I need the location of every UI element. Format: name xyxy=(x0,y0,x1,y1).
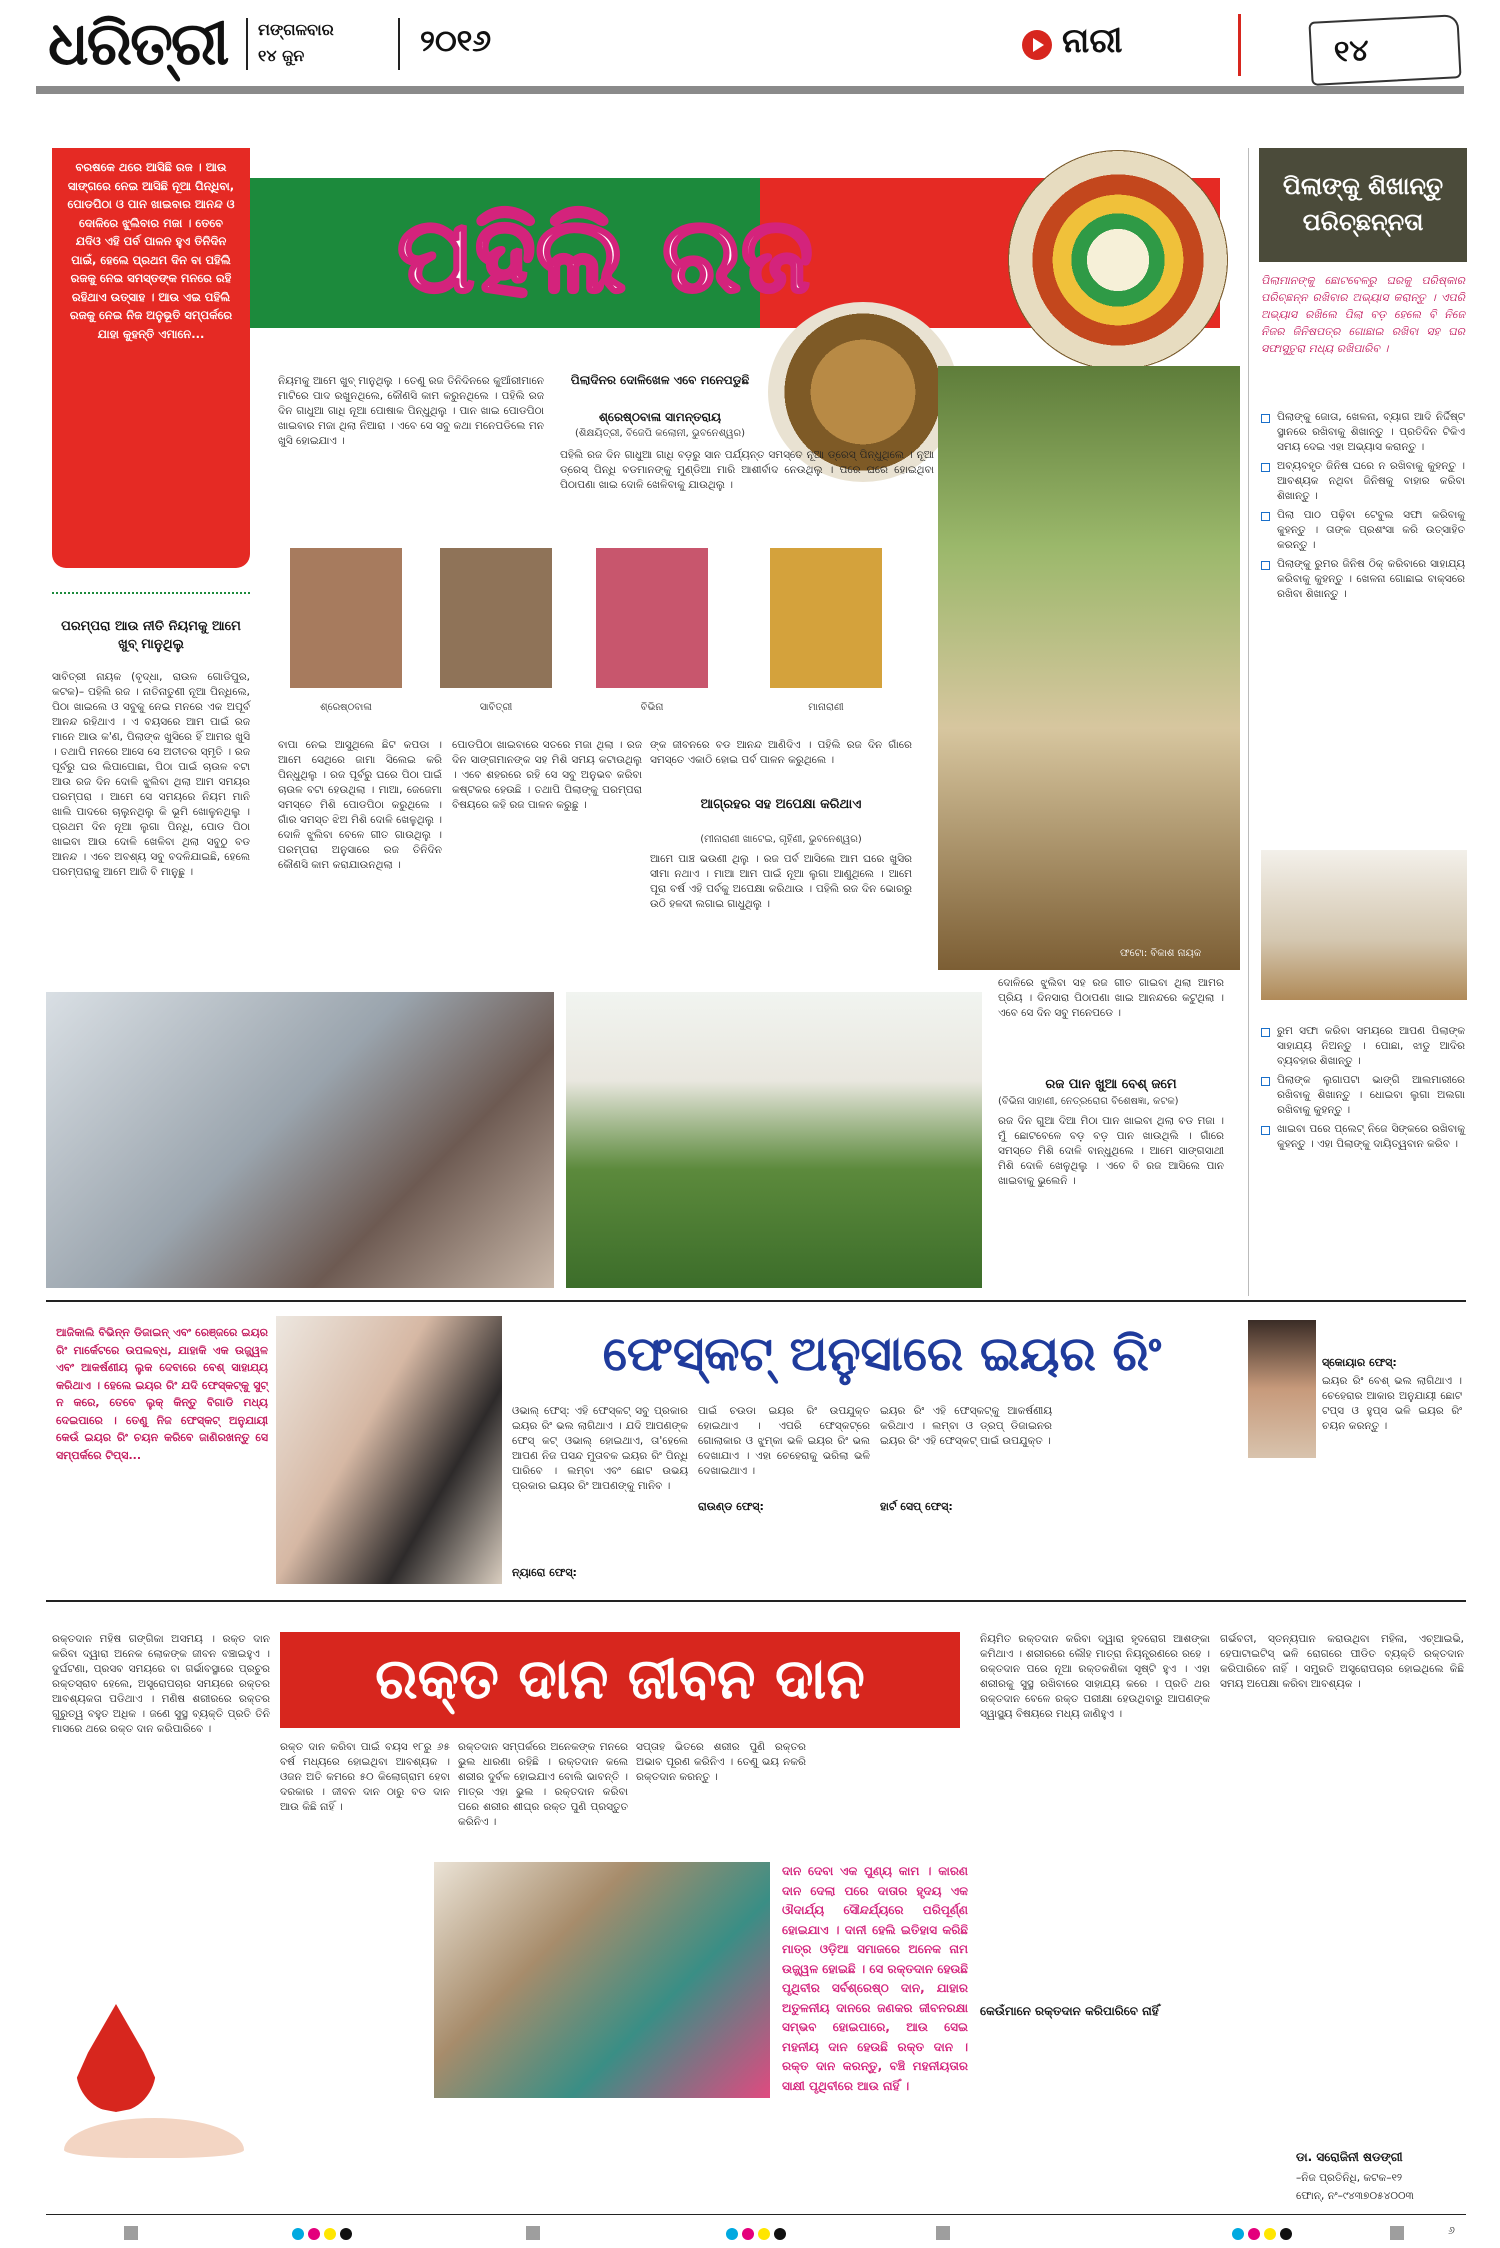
sidebar-clean-title: ପିଲାଙ୍କୁ ଶିଖାନ୍ତୁ ପରିଚ୍ଛନ୍ନତା xyxy=(1259,148,1467,262)
raja-intro-box xyxy=(52,148,250,568)
raja-col-e-text: ଦୋଳିରେ ଝୁଲିବା ସହ ରଜ ଗୀତ ଗାଇବା ଥିଲା ଆମର ପ୍ରିୟ । ଦିନସାରା ପିଠାପଣା ଖାଇ ଆନନ୍ଦରେ କଟୁଥିଲା । ଏବେ ସେ ଦିନ ସବୁ ମନେପଡେ । xyxy=(998,977,1228,1019)
gray-swatch xyxy=(124,2226,138,2240)
section-rule-2 xyxy=(46,1600,1466,1602)
food-platter-photo xyxy=(1008,150,1228,370)
earring-title: ଫେସ୍‌କଟ୍ ଅନୁସାରେ ଇୟର ରିଂ xyxy=(602,1326,1162,1382)
raja-byline-name: ଶ୍ରେଷ୍ଠବାଳା ସାମନ୍ତରାୟ xyxy=(599,410,721,424)
raja-col-f-text: ରଜ ଦିନ ଗୁଆ ଦିଆ ମିଠା ପାନ ଖାଇବା ଥିଲା ବଡ ମଜା । ମୁଁ ଛୋଟବେଳେ ବଡ଼ ବଡ଼ ପାନ ଖାଉଥିଲି । ଗାଁରେ ସମସ୍ତେ ମିଶି ଦୋଳି ବାନ୍ଧୁଥିଲେ । ଆମେ ସାଙ୍ଗସାଥୀ ମିଶି ଦୋଳି ଖେଳୁଥିଲୁ । ଏବେ ବି ରଜ ଆସିଲେ ପାନ ଖାଇବାକୁ ଭୁଲେନି । xyxy=(998,1115,1228,1187)
raja-col3-text: ପହିଲି ରଜ ଦିନ ଗାଧୁଆ ଗାଧି ବଡ଼ରୁ ସାନ ପର୍ଯ୍ୟନ୍ତ ସମସ୍ତେ ନୂଆ ଡ୍ରେସ୍ ପିନ୍ଧୁଥିଲେ । ନୂଆ ଡ୍ରେସ୍ ପିନ୍ଧି ବଡମାନଙ୍କୁ ମୁଣ୍ଡିଆ ମାରି ଆଶୀର୍ବାଦ ନେଉଥିଲୁ । ପରେ ଘରେ ହୋଇଥିବା ପିଠାପଣା ଖାଇ ଦୋଳି ଖେଳିବାକୁ ଯାଉଥିଲୁ । xyxy=(560,449,938,491)
sidebar-clean xyxy=(1248,148,1466,1296)
masthead-underline xyxy=(36,86,1464,94)
garden-women-photo xyxy=(566,992,982,1288)
clean-tip: ପିଲା ପାଠ ପଢ଼ିବା ଟେବୁଲ ସଫା କରିବାକୁ କୁହନ୍ତୁ । ତାଙ୍କ ପ୍ରଶଂସା କରି ଉତ୍ସାହିତ କରନ୍ତୁ । xyxy=(1259,508,1465,553)
raja-intro: ବରଷକେ ଥରେ ଆସିଛି ରଜ । ଆଉ ସାଙ୍ଗରେ ନେଇ ଆସିଛି ନୂଆ ପିନ୍ଧିବା, ପୋଡପିଠା ଓ ପାନ ଖାଇବାର ଆନନ୍ଦ ଓ ଦୋଳିରେ ଝୁଲିବାର ମଜା । ତେବେ ଯଦିଓ ଏହି ପର୍ବ ପାଳନ ହୁଏ ତିନିଦିନ ପାଇଁ, ହେଲେ ପ୍ରଥମ ଦିନ ବା ପହିଲି ରଜକୁ ନେଇ ସମସ୍ତଙ୍କ ମନରେ ରହି ରହିଥାଏ ଉତ୍ସାହ । ଆଉ ଏଇ ପହିଲି ରଜକୁ ନେଇ ନିଜ ଅନୁଭୂତି ସମ୍ପର୍କରେ ଯାହା କୁହନ୍ତି ଏମାନେ... xyxy=(67,160,235,341)
issue-day: ମଙ୍ଗଳବାର xyxy=(258,20,334,39)
color-swatch-cyan xyxy=(1232,2228,1244,2240)
raja-col2-text: ନିୟମକୁ ଆମେ ଖୁବ୍ ମାନୁଥିଲୁ । ତେଣୁ ରଜ ତିନିଦିନରେ କୁଆଁରୀମାନେ ମାଟିରେ ପାଦ ରଖୁନଥିଲେ, କୌଣସି କାମ କରୁନଥିଲେ । ପହିଲି ରଜ ଦିନ ଗାଧୁଆ ଗାଧି ନୂଆ ପୋଷାକ ପିନ୍ଧୁଥିଲୁ । ପାନ ଖାଇ ପୋଡପିଠା ଖାଇବାର ମଜା ଥିଲା ନିଆରା । ଏବେ ସେ ସବୁ କଥା ମନେପଡିଲେ ମନ ଖୁସି ହୋଇଯାଏ । xyxy=(278,375,548,447)
color-swatch-yellow xyxy=(324,2228,336,2240)
registration-marks xyxy=(0,2222,1500,2248)
raja-subheading-1: ପରମ୍ପରା ଆଉ ନୀତି ନିୟମକୁ ଆମେ ଖୁବ୍ ମାନୁଥିଲୁ xyxy=(61,619,241,652)
sidebar-clean-list-2 xyxy=(1259,1024,1465,1156)
gray-swatch xyxy=(936,2226,950,2240)
clean-tip: ଖାଇବା ପରେ ପ୍ଲେଟ୍ ନିଜେ ସିଙ୍କରେ ରଖିବାକୁ କୁହନ୍ତୁ । ଏହା ପିଲାଙ୍କୁ ଦାୟିତ୍ୱବାନ କରିବ । xyxy=(1259,1122,1465,1152)
masthead-divider-2 xyxy=(398,18,400,70)
gray-swatch xyxy=(526,2226,540,2240)
earring-col1-heading2: ନ୍ୟାରୋ ଫେସ୍: xyxy=(512,1566,577,1579)
gray-swatch xyxy=(1390,2226,1404,2240)
masthead xyxy=(0,0,1500,100)
portrait-caption-2: ସାବିତ୍ରୀ xyxy=(479,702,513,713)
clean-tip: ଅବ୍ୟବହୃତ ଜିନିଷ ଘରେ ନ ରଖିବାକୁ କୁହନ୍ତୁ । ଆବଶ୍ୟକ ନଥିବା ଜିନିଷକୁ ବାହାର କରିବା ଶିଖାନ୍ତୁ । xyxy=(1259,459,1465,504)
child-cleaning-photo xyxy=(1261,850,1467,1000)
blood-col6-text: ଗର୍ଭବତୀ, ସ୍ତନ୍ୟପାନ କରାଉଥିବା ମହିଳା, ଏଚ୍‌ଆଇଭି, ହେପାଟାଇଟିସ୍ ଭଳି ରୋଗରେ ପୀଡିତ ବ୍ୟକ୍ତି ରକ୍ତଦାନ କରିପାରିବେ ନାହିଁ । ସମ୍ପ୍ରତି ଅସ୍ତ୍ରୋପଚାର ହୋଇଥିଲେ କିଛି ସମୟ ଅପେକ୍ଷା କରିବା ଆବଶ୍ୟକ । xyxy=(1220,1633,1468,1690)
earring-col4-text: ଇୟର ରିଂ ବେଶ୍ ଭଲ ଲାଗିଥାଏ । ଚେହେରାର ଆକାର ଅନୁଯାୟୀ ଛୋଟ ଟପ୍ସ ଓ ହୁପ୍ସ ଭଳି ଇୟର ରିଂ ଚୟନ କରନ୍ତୁ । xyxy=(1322,1375,1466,1432)
earring-model-photo xyxy=(276,1316,502,1584)
color-swatch-black xyxy=(340,2228,352,2240)
raja-byline-place: (ଶିକ୍ଷୟିତ୍ରୀ, ବିଜେପି କଲୋନୀ, ଭୁବନେଶ୍ୱର) xyxy=(574,428,746,439)
blood-col4-text: ସପ୍ତାହ ଭିତରେ ଶରୀର ପୁଣି ରକ୍ତର ଅଭାବ ପୂରଣ କରିନିଏ । ତେଣୁ ଭୟ ନକରି ରକ୍ତଦାନ କରନ୍ତୁ । xyxy=(636,1741,810,1783)
clean-tip: ପିଲାଙ୍କୁ ରୁମର ଜିନିଷ ଠିକ୍ କରିବାରେ ସାହାଯ୍ୟ କରିବାକୁ କୁହନ୍ତୁ । ଖେଳନା ଗୋଛାଇ ବାକ୍ସରେ ରଖିବା ଶିଖାନ୍ତୁ । xyxy=(1259,557,1465,602)
clean-tip: ରୁମ ସଫା କରିବା ସମୟରେ ଆପଣ ପିଲାଙ୍କ ସାହାଯ୍ୟ ନିଅନ୍ତୁ । ପୋଛା, ଝାଡୁ ଆଦିର ବ୍ୟବହାର ଶିଖାନ୍ତୁ । xyxy=(1259,1024,1465,1069)
raja-title: ପହିଲି ରଜ xyxy=(397,194,813,316)
blood-col3-text: ରକ୍ତଦାନ ସମ୍ପର୍କରେ ଅନେକଙ୍କ ମନରେ ଭୁଲ ଧାରଣା ରହିଛି । ରକ୍ତଦାନ କଲେ ଶରୀର ଦୁର୍ବଳ ହୋଇଯାଏ ବୋଲି ଭାବନ୍ତି । ମାତ୍ର ଏହା ଭୁଲ । ରକ୍ତଦାନ କରିବା ପରେ ଶରୀର ଶୀଘ୍ର ରକ୍ତ ପୁଣି ପ୍ରସ୍ତୁତ କରିନିଏ । xyxy=(458,1741,632,1828)
sidebar-clean-list xyxy=(1259,410,1465,606)
portrait-caption-3: ବିଭିନା xyxy=(640,702,664,713)
photo-credit: ଫଟୋ: ବିକାଶ ନାୟକ xyxy=(1120,948,1202,959)
sidebar-clean-intro: ପିଲାମାନଙ୍କୁ ଛୋଟବେଳରୁ ଘରକୁ ପରିଷ୍କାର ପରିଚ୍ଛନ୍ନ ରଖିବାର ଅଭ୍ୟାସ କରାନ୍ତୁ । ଏପରି ଅଭ୍ୟାସ ରଖିଲେ ପିଲା ବଡ଼ ହେଲେ ବି ନିଜେ ନିଜର ଜିନିଷପତ୍ର ଗୋଛାଇ ରଖିବା ସହ ଘର ସଫାସୁତୁରା ମଧ୍ୟ ରଖିପାରିବ । xyxy=(1261,274,1465,355)
blood-col5-heading: କେଉଁମାନେ ରକ୍ତଦାନ କରିପାରିବେ ନାହିଁ xyxy=(980,2004,1159,2018)
color-swatch-yellow xyxy=(758,2228,770,2240)
footer-page-label: ୬ xyxy=(1448,2224,1455,2237)
page-number: ୧୪ xyxy=(1333,32,1370,70)
earring-col2-text: ପାଇଁ ଚଉଡା ଇୟର ରିଂ ଉପଯୁକ୍ତ ହୋଇଥାଏ । ଏପରି ଫେସ୍‌କଟ୍‌ରେ ଗୋଲାକାର ଓ ଝୁମ୍‌କା ଭଳି ଇୟର ରିଂ ଭଲ ଦେଖାଯାଏ । ଏହା ଚେହେରାକୁ ଭରିଲା ଭଳି ଦେଖାଇଥାଏ । xyxy=(698,1405,874,1477)
portrait-photo-3 xyxy=(596,548,708,688)
earring-col2-heading2: ରାଉଣ୍ଡ ଫେସ୍: xyxy=(698,1500,764,1513)
raja-subheading-2: ଆଗ୍ରହର ସହ ଅପେକ୍ଷା କରିଥାଏ xyxy=(700,797,862,812)
earring-col4-heading: ସ୍କୋୟାର ଫେସ୍: xyxy=(1322,1356,1397,1369)
color-swatch-magenta xyxy=(1248,2228,1260,2240)
blood-donation-photo xyxy=(434,1862,770,2098)
swing-girls-photo xyxy=(938,366,1240,970)
color-swatch-magenta xyxy=(742,2228,754,2240)
clean-tip: ପିଲାଙ୍କୁ ଜୋତା, ଖେଳନା, ବ୍ୟାଗ ଆଦି ନିର୍ଦ୍ଦିଷ୍ଟ ସ୍ଥାନରେ ରଖିବାକୁ ଶିଖାନ୍ତୁ । ପ୍ରତିଦିନ ଟିକିଏ ସମୟ ଦେଇ ଏହା ଅଭ୍ୟାସ କରାନ୍ତୁ । xyxy=(1259,410,1465,455)
section-rule-1 xyxy=(46,1300,1466,1302)
blood-title: ରକ୍ତ ଦାନ ଜୀବନ ଦାନ xyxy=(375,1647,865,1712)
portrait-photo-1 xyxy=(290,548,402,688)
raja-col-b-text: ପୋଡପିଠା ଖାଇବାରେ ସତରେ ମଜା ଥିଲା । ରଜ ଦିନ ସାଙ୍ଗମାନଙ୍କ ସହ ମିଶି ସମୟ କଟାଉଥିଲୁ । ଏବେ ଶହରରେ ରହି ସେ ସବୁ ଅନୁଭବ କରିବା କଷ୍ଟକର ହେଉଛି । ତଥାପି ପିଲାଙ୍କୁ ପରମ୍ପରା ବିଷୟରେ କହି ରଜ ପାଳନ କରୁଛୁ । xyxy=(452,739,646,811)
issue-date: ୧୪ ଜୁନ xyxy=(258,46,305,65)
raja-person-3: (ବିଭିନା ସାହାଣୀ, ନେତ୍ରରୋଗ ବିଶେଷଜ୍ଞା, କଟକ) xyxy=(998,1096,1179,1107)
swing-women-photo xyxy=(46,992,554,1288)
earring-closeup-photo xyxy=(1248,1320,1316,1458)
color-swatch-cyan xyxy=(292,2228,304,2240)
raja-col-d-text: ଆମେ ପାଞ୍ଚ ଭଉଣୀ ଥିଲୁ । ରଜ ପର୍ବ ଆସିଲେ ଆମ ଘରେ ଖୁସିର ସୀମା ନଥାଏ । ମାଆ ଆମ ପାଇଁ ନୂଆ ଲୁଗା ଆଣୁଥିଲେ । ଆମେ ପୂରା ବର୍ଷ ଏହି ପର୍ବକୁ ଅପେକ୍ଷା କରିଥାଉ । ପହିଲି ରଜ ଦିନ ଭୋରରୁ ଉଠି ହଳଦୀ ଲଗାଇ ଗାଧୁଥିଲୁ । xyxy=(650,853,916,910)
earring-intro: ଆଜିକାଲି ବିଭିନ୍ନ ଡିଜାଇନ୍ ଏବଂ ରେଞ୍ଜରେ ଇୟର ରିଂ ମାର୍କେଟରେ ଉପଲବ୍ଧ, ଯାହାକି ଏକ ଉଜ୍ଜ୍ୱଳ ଏବଂ ଆକର୍ଷଣୀୟ ଲୁକ ଦେବାରେ ବେଶ୍ ସାହାଯ୍ୟ କରିଥାଏ । ହେଲେ ଇୟର ରିଂ ଯଦି ଫେସ୍‌କଟ୍‌କୁ ସୁଟ୍ ନ କରେ, ତେବେ ଲୁକ୍ କିନ୍ତୁ ବିଗାଡି ମଧ୍ୟ ଦେଇପାରେ । ତେଣୁ ନିଜ ଫେସ୍‌କଟ୍ ଅନୁଯାୟୀ କେଉଁ ଇୟର ରିଂ ଚୟନ କରିବେ ଜାଣିରଖନ୍ତୁ ସେ ସମ୍ପର୍କରେ ଟିପ୍ସ... xyxy=(56,1326,268,1462)
raja-byline-title: ପିଲାଦିନର ଦୋଳିଖେଳ ଏବେ ମନେପଡୁଛି xyxy=(570,373,750,387)
portrait-photo-4 xyxy=(770,548,882,688)
color-swatch-yellow xyxy=(1264,2228,1276,2240)
blood-col5-text: ନିୟମିତ ରକ୍ତଦାନ କରିବା ଦ୍ୱାରା ହୃଦରୋଗ ଆଶଙ୍କା କମିଥାଏ । ଶରୀରରେ ଲୌହ ମାତ୍ରା ନିୟନ୍ତ୍ରଣରେ ରହେ । ରକ୍ତଦାନ ପରେ ନୂଆ ରକ୍ତକଣିକା ସୃଷ୍ଟି ହୁଏ । ଏହା ଶରୀରକୁ ସୁସ୍ଥ ରଖିବାରେ ସାହାଯ୍ୟ କରେ । ପ୍ରତି ଥର ରକ୍ତଦାନ ବେଳେ ରକ୍ତ ପରୀକ୍ଷା ହେଉଥିବାରୁ ଆପଣଙ୍କ ସ୍ୱାସ୍ଥ୍ୟ ବିଷୟରେ ମଧ୍ୟ ଜାଣିହୁଏ । xyxy=(980,1633,1214,1720)
masthead-divider-1 xyxy=(246,18,248,70)
blood-col2-text: ରକ୍ତ ଦାନ କରିବା ପାଇଁ ବୟସ ୧୮ରୁ ୬୫ ବର୍ଷ ମଧ୍ୟରେ ହୋଇଥିବା ଆବଶ୍ୟକ । ଓଜନ ଅତି କମରେ ୫୦ କିଲୋଗ୍ରାମ ହେବା ଦରକାର । ଜୀବନ ଦାନ ଠାରୁ ବଡ ଦାନ ଆଉ କିଛି ନାହିଁ । xyxy=(280,1741,454,1813)
color-swatch-black xyxy=(774,2228,786,2240)
color-swatch-cyan xyxy=(726,2228,738,2240)
portrait-caption-4: ମାନାରାଣୀ xyxy=(808,702,844,713)
earring-col3-heading2: ହାର୍ଟ ସେପ୍ ଫେସ୍: xyxy=(880,1500,953,1513)
portrait-photo-2 xyxy=(440,548,552,688)
section-divider xyxy=(1238,14,1241,76)
blood-author-phone: ଫୋନ୍, ନଂ–୯୪୩୭୦୫୪୦୦୩ xyxy=(1296,2190,1414,2202)
blood-author-detail: –ନିଜ ପ୍ରତିନିଧି, କଟକ–୧୨ xyxy=(1296,2172,1403,2184)
raja-col-a-text: ବାପା ନେଇ ଆସୁଥିଲେ ଛିଟ କପଡା । ଆମେ ସେଥିରେ ଜାମା ସିଲେଇ କରି ପିନ୍ଧୁଥିଲୁ । ରଜ ପୂର୍ବରୁ ଘରେ ପିଠା ପାଇଁ ଚାଉଳ ବଟା ହେଉଥିଲା । ମାଆ, ଜେଜେମା ସମସ୍ତେ ମିଶି ପୋଡପିଠା କରୁଥିଲେ । ଗାଁର ସମସ୍ତ ଝିଅ ମିଶି ଦୋଳି ଖେଳୁଥିଲୁ । ଦୋଳି ଝୁଲିବା ବେଳେ ଗୀତ ଗାଉଥିଲୁ । ପରମ୍ପରା ଅନୁସାରେ ରଜ ତିନିଦିନ କୌଣସି କାମ କରାଯାଉନଥିଲା । xyxy=(278,739,446,871)
logo: ଧରିତ୍ରୀ xyxy=(48,9,228,79)
raja-subheading-3: ରଜ ପାନ ଖୁଆ ବେଶ୍ ଜମେ xyxy=(1045,1077,1177,1092)
footer-rule xyxy=(46,2214,1466,2215)
color-swatch-magenta xyxy=(308,2228,320,2240)
blood-pullquote: ଦାନ ଦେବା ଏକ ପୁଣ୍ୟ କାମ । କାରଣ ଦାନ ଦେଲା ପରେ ଦାତାର ହୃଦୟ ଏକ ଔଦାର୍ଯ୍ୟ ସୌନ୍ଦର୍ଯ୍ୟରେ ପରିପୂର୍ଣ୍ଣ ହୋଇଯାଏ । ଦାନୀ ହେଲି ଇତିହାସ କରିଛି ମାତ୍ର ଓଡ଼ିଆ ସମାଜରେ ଅନେକ ନାମ ଉଜ୍ଜ୍ୱଳ ହୋଇଛି । ସେ ରକ୍ତଦାନ ହେଉଛି ପୃଥିବୀର ସର୍ବଶ୍ରେଷ୍ଠ ଦାନ, ଯାହାର ଅତୁଳନୀୟ ଦାନରେ ଜଣକର ଜୀବନରକ୍ଷା ସମ୍ଭବ ହୋଇପାରେ, ଆଉ ସେଇ ମହନୀୟ ଦାନ ହେଉଛି ରକ୍ତ ଦାନ । ରକ୍ତ ଦାନ କରନ୍ତୁ, ବଞ୍ଚି ମହନୀୟତାର ସାକ୍ଷୀ ପୃଥିବୀରେ ଆଉ ନାହିଁ । xyxy=(782,1864,968,2093)
portrait-caption-1: ଶ୍ରେଷ୍ଠବାଳା xyxy=(320,702,372,713)
raja-col1-text: ସାବିତ୍ରୀ ନାୟକ (ବୃଦ୍ଧା, ରାଉଳ ଗୋଡିପୁର, କଟକ)– ପହିଲି ରଜ । ନାତିନାତୁଣୀ ନୂଆ ପିନ୍ଧିଲେ, ପିଠା ଖାଇଲେ ଓ ସବୁକୁ ନେଇ ମନରେ ଏକ ଅପୂର୍ବ ଆନନ୍ଦ ରହିଥାଏ । ଏ ବୟସରେ ଆମ ପାଇଁ ରଜ ମାନେ ଆଉ କ'ଣ, ପିଲାଙ୍କ ଖୁସିରେ ହିଁ ଆମର ଖୁସି । ତଥାପି ମନରେ ଆସେ ସେ ଅତୀତର ସ୍ମୃତି । ରଜ ପୂର୍ବରୁ ଘର ଲିପାପୋଛା, ପିଠା ପାଇଁ ଚାଉଳ ବଟା ଆଉ ରଜ ଦିନ ଦୋଳି ଝୁଲିବା ଥିଲା ଆମ ସମୟର ପରମ୍ପରା । ଆମେ ସେ ସମୟରେ ନିୟମ ମାନି ଖାଲି ପାଦରେ ଚାଲୁନଥିଲୁ କି ଭୂମି ଖୋଳୁନଥିଲୁ । ପ୍ରଥମ ଦିନ ନୂଆ ଲୁଗା ପିନ୍ଧି, ପୋଡ ପିଠା ଖାଇବା ଆଉ ଦୋଳି ଖେଳିବା ଥିଲା ସବୁଠୁ ବଡ ଆନନ୍ଦ । ଏବେ ଅବଶ୍ୟ ସବୁ ବଦଳିଯାଇଛି, ହେଲେ ପରମ୍ପରାକୁ ଆମେ ଆଜି ବି ମାନୁଛୁ । xyxy=(52,671,254,878)
color-swatch-black xyxy=(1280,2228,1292,2240)
blood-drop-icon xyxy=(76,2004,156,2112)
hand-icon xyxy=(64,2118,244,2158)
decorative-divider xyxy=(52,592,250,602)
section-name: ନାରୀ xyxy=(1062,21,1123,61)
earring-col1-text: ଓଭାଲ୍ ଫେସ୍: ଏହି ଫେସ୍‌କଟ୍ ସବୁ ପ୍ରକାର ଇୟର ରିଂ ଭଲ ଲାଗିଥାଏ । ଯଦି ଆପଣଙ୍କ ଫେସ୍ କଟ୍ ଓଭାଲ୍ ହୋଇଥାଏ, ତା'ହେଲେ ଆପଣ ନିଜ ପସନ୍ଦ ମୁତାବକ ଇୟର ରିଂ ପିନ୍ଧି ପାରିବେ । ଲମ୍ବା ଏବଂ ଛୋଟ ଉଭୟ ପ୍ରକାର ଇୟର ରିଂ ଆପଣଙ୍କୁ ମାନିବ । xyxy=(512,1405,692,1492)
page-number-tag xyxy=(1308,14,1461,86)
issue-year: ୨୦୧୬ xyxy=(420,24,492,59)
raja-col-c-text: ଙ୍କ ଜୀବନରେ ବଡ ଆନନ୍ଦ ଆଣିଦିଏ । ପହିଲି ରଜ ଦିନ ଗାଁରେ ସମସ୍ତେ ଏକାଠି ହୋଇ ପର୍ବ ପାଳନ କରୁଥିଲେ । xyxy=(650,739,916,766)
clean-tip: ପିଲାଙ୍କ ଲୁଗାପଟା ଭାଙ୍ଗି ଆଲମାରୀରେ ରଖିବାକୁ ଶିଖାନ୍ତୁ । ଧୋଇବା ଲୁଗା ଅଲଗା ରଖିବାକୁ କୁହନ୍ତୁ । xyxy=(1259,1073,1465,1118)
raja-person-2: (ମୀନାରାଣୀ ଖାଟେଇ, ଗୃହିଣୀ, ଭୁବନେଶ୍ୱର) xyxy=(700,834,862,845)
blood-col1-text: ରକ୍ତଦାନ ମହିଷ ଗଙ୍ଗିକା ଅସମୟ । ରକ୍ତ ଦାନ କରିବା ଦ୍ୱାରା ଅନେକ ଲୋକଙ୍କ ଜୀବନ ବଞ୍ଚାଇହୁଏ । ଦୁର୍ଘଟଣା, ପ୍ରସବ ସମୟରେ ବା ଗର୍ଭାବସ୍ଥାରେ ପ୍ରଚୁର ରକ୍ତସ୍ରାବ ହେଲେ, ଅସ୍ତ୍ରୋପଚାର ସମୟରେ ରକ୍ତର ଆବଶ୍ୟକତା ପଡିଥାଏ । ମଣିଷ ଶରୀରରେ ରକ୍ତର ଗୁରୁତ୍ୱ ବହୁତ ଅଧିକ । ଜଣେ ସୁସ୍ଥ ବ୍ୟକ୍ତି ପ୍ରତି ତିନି ମାସରେ ଥରେ ରକ୍ତ ଦାନ କରିପାରିବେ । xyxy=(52,1633,274,1735)
earring-col3-text: ଇୟର ରିଂ ଏହି ଫେସ୍‌କଟ୍‌କୁ ଆକର୍ଷଣୀୟ କରିଥାଏ । ଲମ୍ବା ଓ ଡ୍ରପ୍ ଡିଜାଇନର ଇୟର ରିଂ ଏହି ଫେସ୍‌କଟ୍ ପାଇଁ ଉପଯୁକ୍ତ । xyxy=(880,1405,1056,1447)
blood-author-name: ଡା. ସରୋଜିନୀ ଷଡଙ୍ଗୀ xyxy=(1296,2150,1403,2164)
play-icon xyxy=(1022,30,1052,60)
